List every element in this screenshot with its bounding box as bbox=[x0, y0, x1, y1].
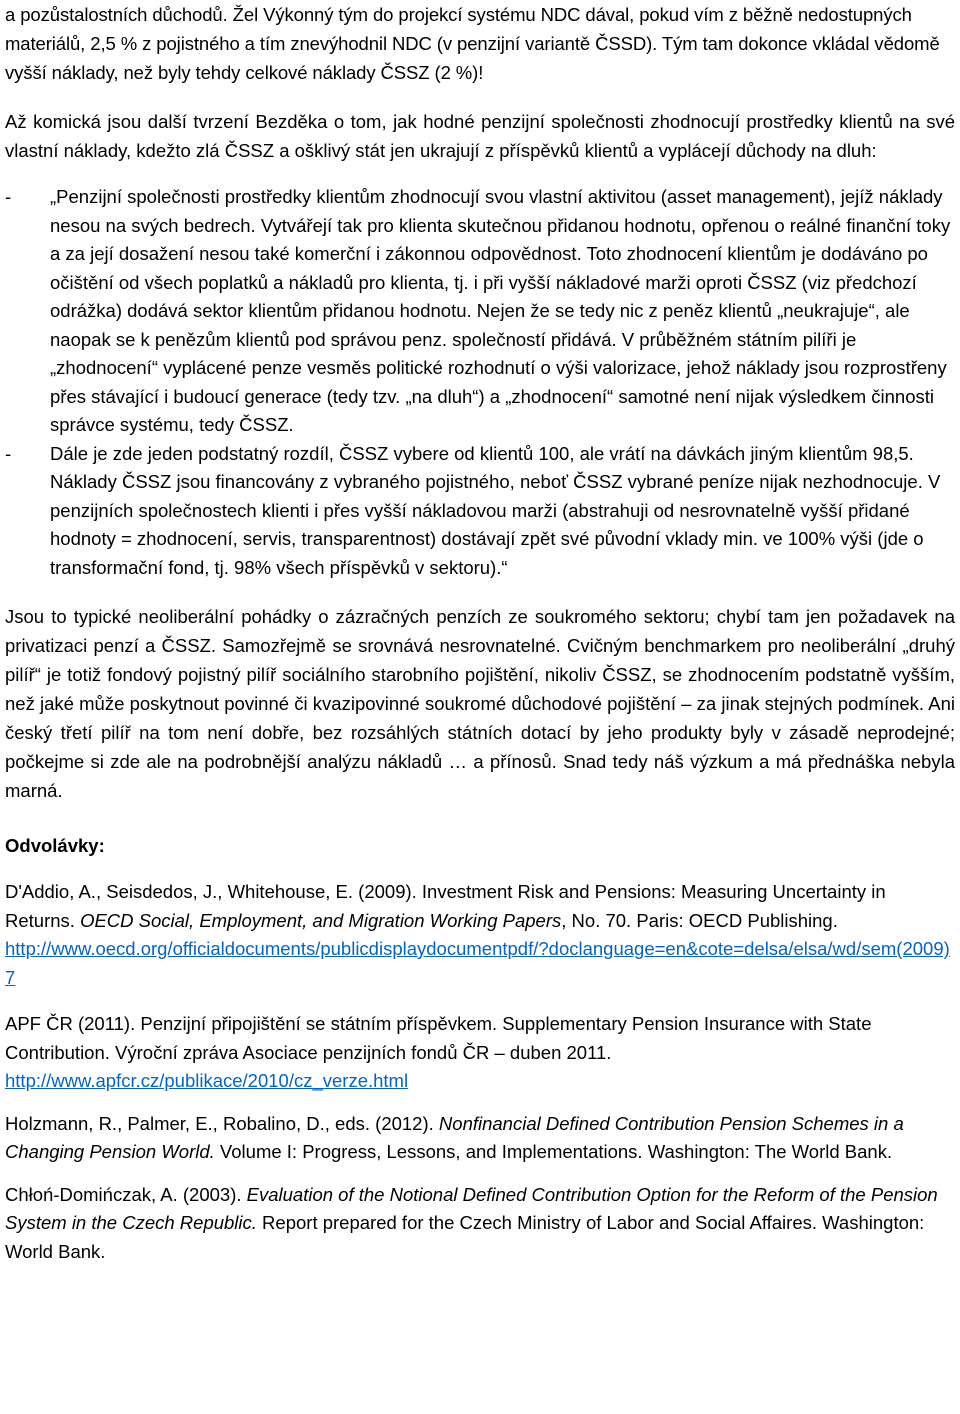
reference-holzmann bbox=[5, 1110, 955, 1167]
reference-title: Nonfinancial Defined Contribution Pension Schemes in a Changing Pension World. bbox=[5, 1112, 904, 1162]
list-item bbox=[5, 440, 955, 583]
reference-rest: , No. 70. Paris: OECD Publishing. bbox=[561, 909, 838, 931]
quoted-claims-list bbox=[5, 183, 955, 582]
reference-apf bbox=[5, 1010, 955, 1096]
reference-authors: Holzmann, R., Palmer, E., Robalino, D., eds. (2012). bbox=[5, 1112, 439, 1134]
reference-chlon-dominczak bbox=[5, 1181, 955, 1267]
reference-title: Evaluation of the Notional Defined Contribution Option for the Reform of the Pension System in the Czech Republic. bbox=[5, 1183, 938, 1233]
list-item-text: Dále je zde jeden podstatný rozdíl, ČSSZ vybere od klientů 100, ale vrátí na dávkách jiným klientům 98,5. Náklady ČSSZ jsou financovány z vybraného pojistného, neboť ČSSZ vybrané peníze nijak nezhodnocuje. V penzijních společnostech klienti i přes vyšší nákladovou marži (abstrahuji od nesrovnatelně vyšší přidané hodnoty = zhodnocení, servis, transparentnost) dostávají zpět své původní vklady min. ve 100% výši (jde o transformační fond, tj. 98% všech příspěvků v sektoru).“ bbox=[50, 442, 941, 578]
dash-bullet: - bbox=[5, 186, 12, 207]
list-item bbox=[5, 183, 955, 440]
document-page bbox=[5, 0, 955, 1266]
intro-paragraph: a pozůstalostních důchodů. Žel Výkonný tým do projekcí systému NDC dával, pokud vím z běžně nedostupných materiálů, 2,5 % z pojistného a tím znevýhodnil NDC (v penzijní variantě ČSSD). Tým tam dokonce vkládal vědomě vyšší náklady, než byly tehdy celkové náklady ČSSZ (2 %)! bbox=[5, 4, 940, 83]
reference-link-apfcr[interactable]: http://www.apfcr.cz/publikace/2010/cz_verze.html bbox=[5, 1070, 409, 1091]
dash-bullet: - bbox=[5, 442, 12, 464]
reference-rest: Report prepared for the Czech Ministry of Labor and Social Affaires. Washington: World Bank. bbox=[5, 1212, 925, 1262]
reference-text: APF ČR (2011). Penzijní připojištění se státním příspěvkem. Supplementary Pension Insurance with State Contribution. Výroční zpráva Asociace penzijních fondů ČR – duben 2011. bbox=[5, 1013, 872, 1063]
reference-rest: Volume I: Progress, Lessons, and Implementations. Washington: The World Bank. bbox=[214, 1141, 893, 1162]
reference-daddio bbox=[5, 878, 955, 992]
reference-authors: D'Addio, A., Seisdedos, J., Whitehouse, E. (2009). Investment Risk and Pensions: Measuring Uncertainty in Returns. bbox=[5, 881, 886, 931]
list-item-text: „Penzijní společnosti prostředky klientům zhodnocují svou vlastní aktivitou (asset management), jejíž náklady nesou na svých bedrech. Vytvářejí tak pro klienta skutečnou přidanou hodnotu, opřenou o reálné finanční toky a za její dosažení nesou také komerční i zákonnou odpovědnost. Toto zhodnocení klientům je dodáváno po očištění od všech poplatků a nákladů pro klienta, tj. i při vyšší nákladové marži oproti ČSSZ (viz předchozí odrážka) dodává sektor klientům přidanou hodnotu. Nejen že se tedy nic z peněz klientů „neukrajuje“, ale naopak se k penězům klientů pod správou penz. společností přidává. V průběžném státním pilíři je „zhodnocení“ vyplácené penze vesměs politické rozhodnutí o výši valorizace, jehož náklady jsou rozprostřeny přes stávající i budoucí generace (tedy tzv. „na dluh“) a „zhodnocení“ samotné není nijak výsledkem činnosti správce systému, tedy ČSSZ. bbox=[50, 186, 951, 435]
reference-authors: Chłoń-Domińczak, A. (2003). bbox=[5, 1183, 247, 1205]
bezdek-claims-paragraph: Až komická jsou další tvrzení Bezděka o tom, jak hodné penzijní společnosti zhodnocují prostředky klientů na své vlastní náklady, kdežto zlá ČSSZ a ošklivý stát jen ukrajují z příspěvků klientů a vyplácejí důchody na dluh: bbox=[5, 111, 955, 161]
neoliberal-critique-paragraph: Jsou to typické neoliberální pohádky o zázračných penzích ze soukromého sektoru; chybí tam jen požadavek na privatizaci penzí a ČSSZ. Samozřejmě se srovnává nesrovnatelné. Cvičným benchmarkem pro neoliberální „druhý pilíř“ je totiž fondový pojistný pilíř sociálního starobního pojištění, nikoliv ČSSZ, se zhodnocením podstatně vyšším, než jaké může poskytnout povinné či kvazipovinné soukromé důchodové pojištění – za jinak stejných podmínek. Ani český třetí pilíř na tom není dobře, bez rozsáhlých státních dotací by jeho produkty byly v zásadě neprodejné; počkejme si zde ale na podrobnější analýzu nákladů … a přínosů. Snad tedy náš výzkum a má přednáška nebyla marná. bbox=[5, 606, 955, 801]
reference-link-oecd[interactable]: http://www.oecd.org/officialdocuments/publicdisplaydocumentpdf/?doclanguage=en&cote=delsa/elsa/wd/sem(2009)7 bbox=[5, 938, 950, 988]
references-heading: Odvolávky: bbox=[5, 835, 105, 856]
reference-series: OECD Social, Employment, and Migration Working Papers bbox=[80, 909, 562, 931]
